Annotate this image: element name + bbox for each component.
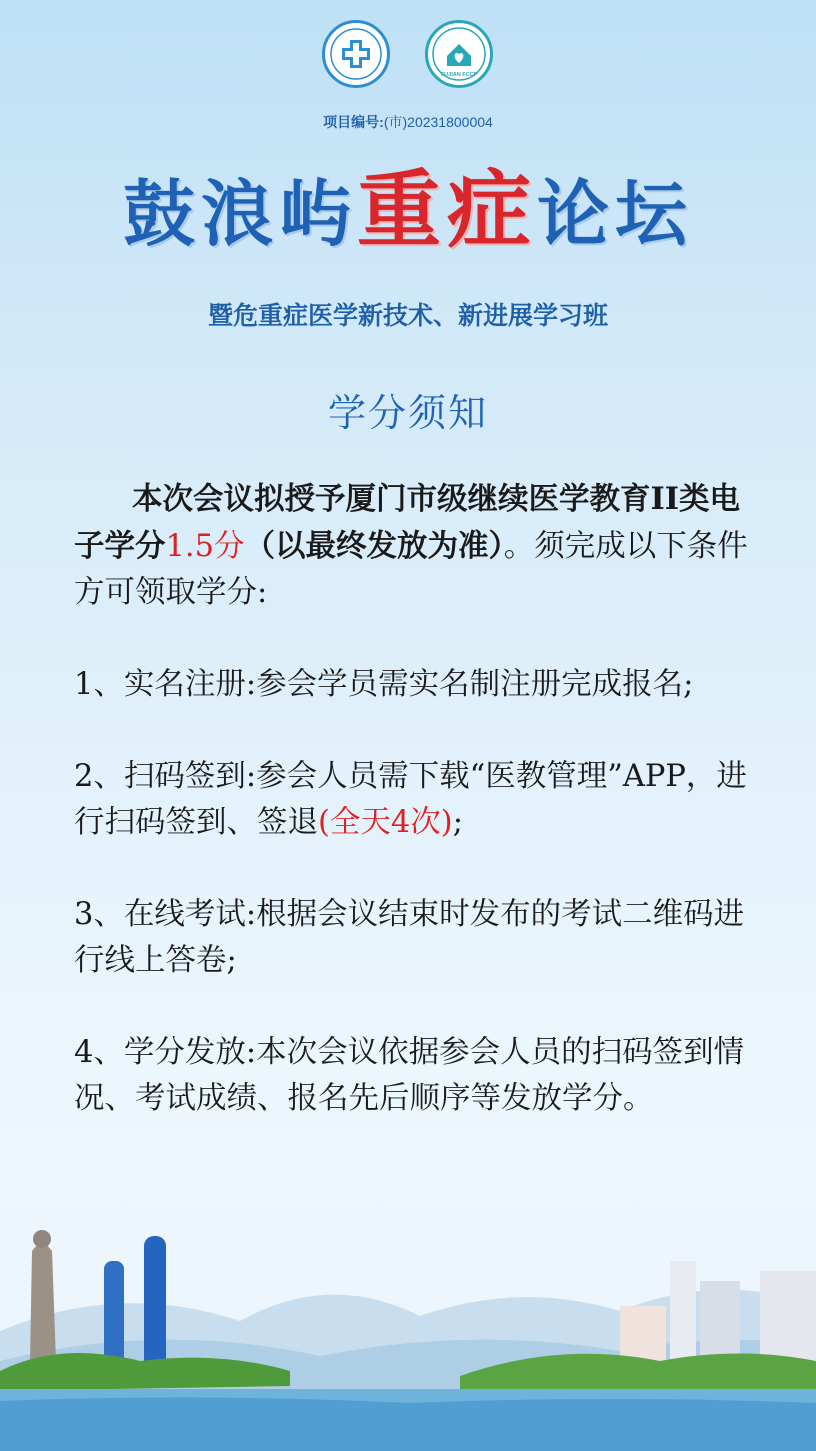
- forum-title-part2: 重症: [356, 160, 537, 259]
- intro-text-a: 本次会议拟授予厦门市级继续医学教育II类电子学分: [74, 481, 741, 564]
- forum-title: [0, 160, 816, 264]
- skyline-scenery-icon: [0, 1211, 816, 1451]
- notice-content: [74, 476, 764, 1168]
- forum-title-part3: 论坛: [537, 171, 694, 256]
- notice-item-3: 3、在线考试:根据会议结束时发布的考试二维码进行线上答卷;: [74, 897, 745, 978]
- logo-org2-text: FUJIAN FCCP: [440, 72, 478, 78]
- hospital-logo-icon: [322, 20, 390, 88]
- logos-row: [0, 20, 816, 92]
- project-number-label: 项目编号:: [323, 114, 384, 130]
- forum-title-part1: 鼓浪屿: [122, 171, 357, 256]
- intro-text-c: 。须完成以下条件方可领取学分:: [74, 529, 748, 610]
- intro-credit: 1.5分: [165, 529, 245, 564]
- item2-text-b: ;: [452, 805, 463, 840]
- notice-intro: [74, 476, 764, 616]
- forum-subtitle: 暨危重症医学新技术、新进展学习班: [207, 301, 608, 330]
- notice-item-4: 4、学分发放:本次会议依据参会人员的扫码签到情况、考试成绩、报名先后顺序等发放学分。: [74, 1035, 745, 1116]
- item2-highlight: (全天4次): [318, 805, 453, 840]
- intro-text-b: （以最终发放为准）: [244, 528, 504, 564]
- project-number: [0, 112, 816, 132]
- notice-item-2: [74, 754, 764, 846]
- item2-text-a: 2、扫码签到:参会人员需下载“医教管理”APP，进行扫码签到、签退: [74, 759, 747, 840]
- notice-item-1: 1、实名注册:参会学员需实名制注册完成报名;: [74, 667, 694, 702]
- association-logo-icon: [425, 20, 493, 88]
- project-number-value: (市)20231800004: [383, 114, 493, 130]
- notice-title: 学分须知: [327, 391, 488, 435]
